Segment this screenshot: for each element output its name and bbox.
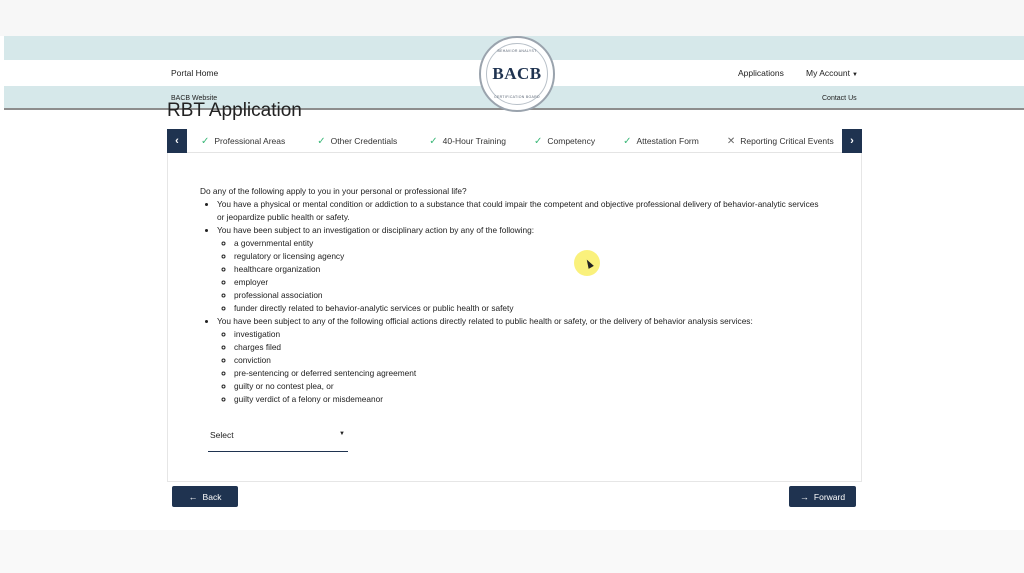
sub-list — [217, 237, 820, 315]
contact-us-link[interactable]: Contact Us — [822, 95, 857, 102]
check-icon: ✓ — [623, 135, 632, 147]
step-professional-areas[interactable] — [201, 136, 285, 147]
step-label: 40-Hour Training — [442, 136, 506, 146]
logo-ring — [486, 43, 548, 105]
back-button-label: Back — [202, 491, 222, 502]
step-attestation-form[interactable] — [623, 136, 699, 147]
arrow-right-icon: → — [799, 491, 809, 502]
step-label: Other Credentials — [330, 136, 398, 146]
step-label: Reporting Critical Events — [740, 136, 834, 146]
page-title: RBT Application — [167, 100, 302, 121]
question-item — [217, 315, 820, 406]
back-button[interactable] — [172, 486, 238, 507]
sub-list-item: ◦ guilty verdict of a felony or misdemeanor — [234, 393, 820, 406]
step-label: Professional Areas — [214, 136, 286, 146]
sub-list-item: ◦ investigation — [234, 328, 820, 341]
steps-list — [187, 129, 842, 153]
question-item-text: You have been subject to an investigation or disciplinary action by any of the following: — [217, 225, 535, 235]
sub-list-item: ◦ employer — [234, 276, 820, 289]
portal-home-link[interactable]: Portal Home — [171, 68, 219, 78]
answer-select[interactable] — [208, 424, 348, 452]
sub-list-item: ◦ guilty or no contest plea, or — [234, 380, 820, 393]
question-intro: Do any of the following apply to you in your personal or professional life? — [200, 186, 467, 196]
sub-list-item: ◦ pre-sentencing or deferred sentencing agreement — [234, 367, 820, 380]
step-label: Competency — [547, 136, 596, 146]
sub-list-item: ◦ regulatory or licensing agency — [234, 250, 820, 263]
sub-list-item: ◦ funder directly related to behavior-analytic services or public health or safety — [234, 302, 820, 315]
step-40-hour-training[interactable] — [429, 136, 506, 147]
step-other-credentials[interactable] — [317, 136, 397, 147]
forward-button-label: Forward — [813, 491, 846, 502]
sub-list-item: ◦ charges filed — [234, 341, 820, 354]
logo-bottom-arc-text: CERTIFICATION BOARD — [494, 95, 540, 99]
question-content — [200, 185, 820, 406]
step-competency[interactable] — [534, 136, 595, 147]
caret-down-icon: ▼ — [851, 72, 858, 78]
steps-bar — [167, 129, 862, 153]
close-icon: ✕ — [726, 135, 736, 147]
bacb-website-link[interactable]: BACB Website — [171, 95, 218, 102]
select-value: Select — [210, 430, 234, 440]
my-account-label: My Account — [806, 68, 850, 78]
sub-list-item: ◦ professional association — [234, 289, 820, 302]
question-item — [217, 224, 820, 315]
check-icon: ✓ — [429, 135, 438, 147]
chevron-right-icon: › — [850, 135, 854, 147]
check-icon: ✓ — [317, 135, 326, 147]
logo-top-arc-text: BEHAVIOR ANALYST — [497, 49, 537, 53]
question-item-text: You have a physical or mental condition or addiction to a substance that could impair the competent and objective professional delivery of behavior-analytic services or jeopardize public health or safety. — [217, 199, 819, 222]
logo-text: BACB — [492, 64, 542, 83]
question-item-text: You have been subject to any of the following official actions directly related to public health or safety, or the delivery of behavior analysis services: — [217, 316, 753, 326]
step-reporting-critical-events[interactable] — [727, 136, 834, 147]
chevron-left-icon: ‹ — [175, 135, 179, 147]
bacb-logo[interactable] — [479, 36, 555, 112]
check-icon: ✓ — [533, 135, 543, 147]
step-label: Attestation Form — [636, 136, 699, 146]
steps-next-button[interactable] — [842, 129, 862, 153]
applications-link[interactable]: Applications — [738, 68, 784, 78]
caret-down-icon: ▼ — [339, 431, 345, 437]
sub-list-item: ◦ conviction — [234, 354, 820, 367]
steps-prev-button[interactable] — [167, 129, 187, 153]
my-account-menu[interactable] — [806, 68, 858, 78]
sub-list-item: ◦ a governmental entity — [234, 237, 820, 250]
sub-list-item: ◦ healthcare organization — [234, 263, 820, 276]
question-item — [217, 198, 820, 224]
bottom-band — [0, 530, 1024, 573]
top-band — [0, 0, 1024, 36]
question-list — [200, 198, 820, 406]
check-icon: ✓ — [201, 135, 210, 147]
sub-list — [217, 328, 820, 406]
forward-button[interactable] — [789, 486, 856, 507]
arrow-left-icon: ← — [188, 491, 198, 502]
